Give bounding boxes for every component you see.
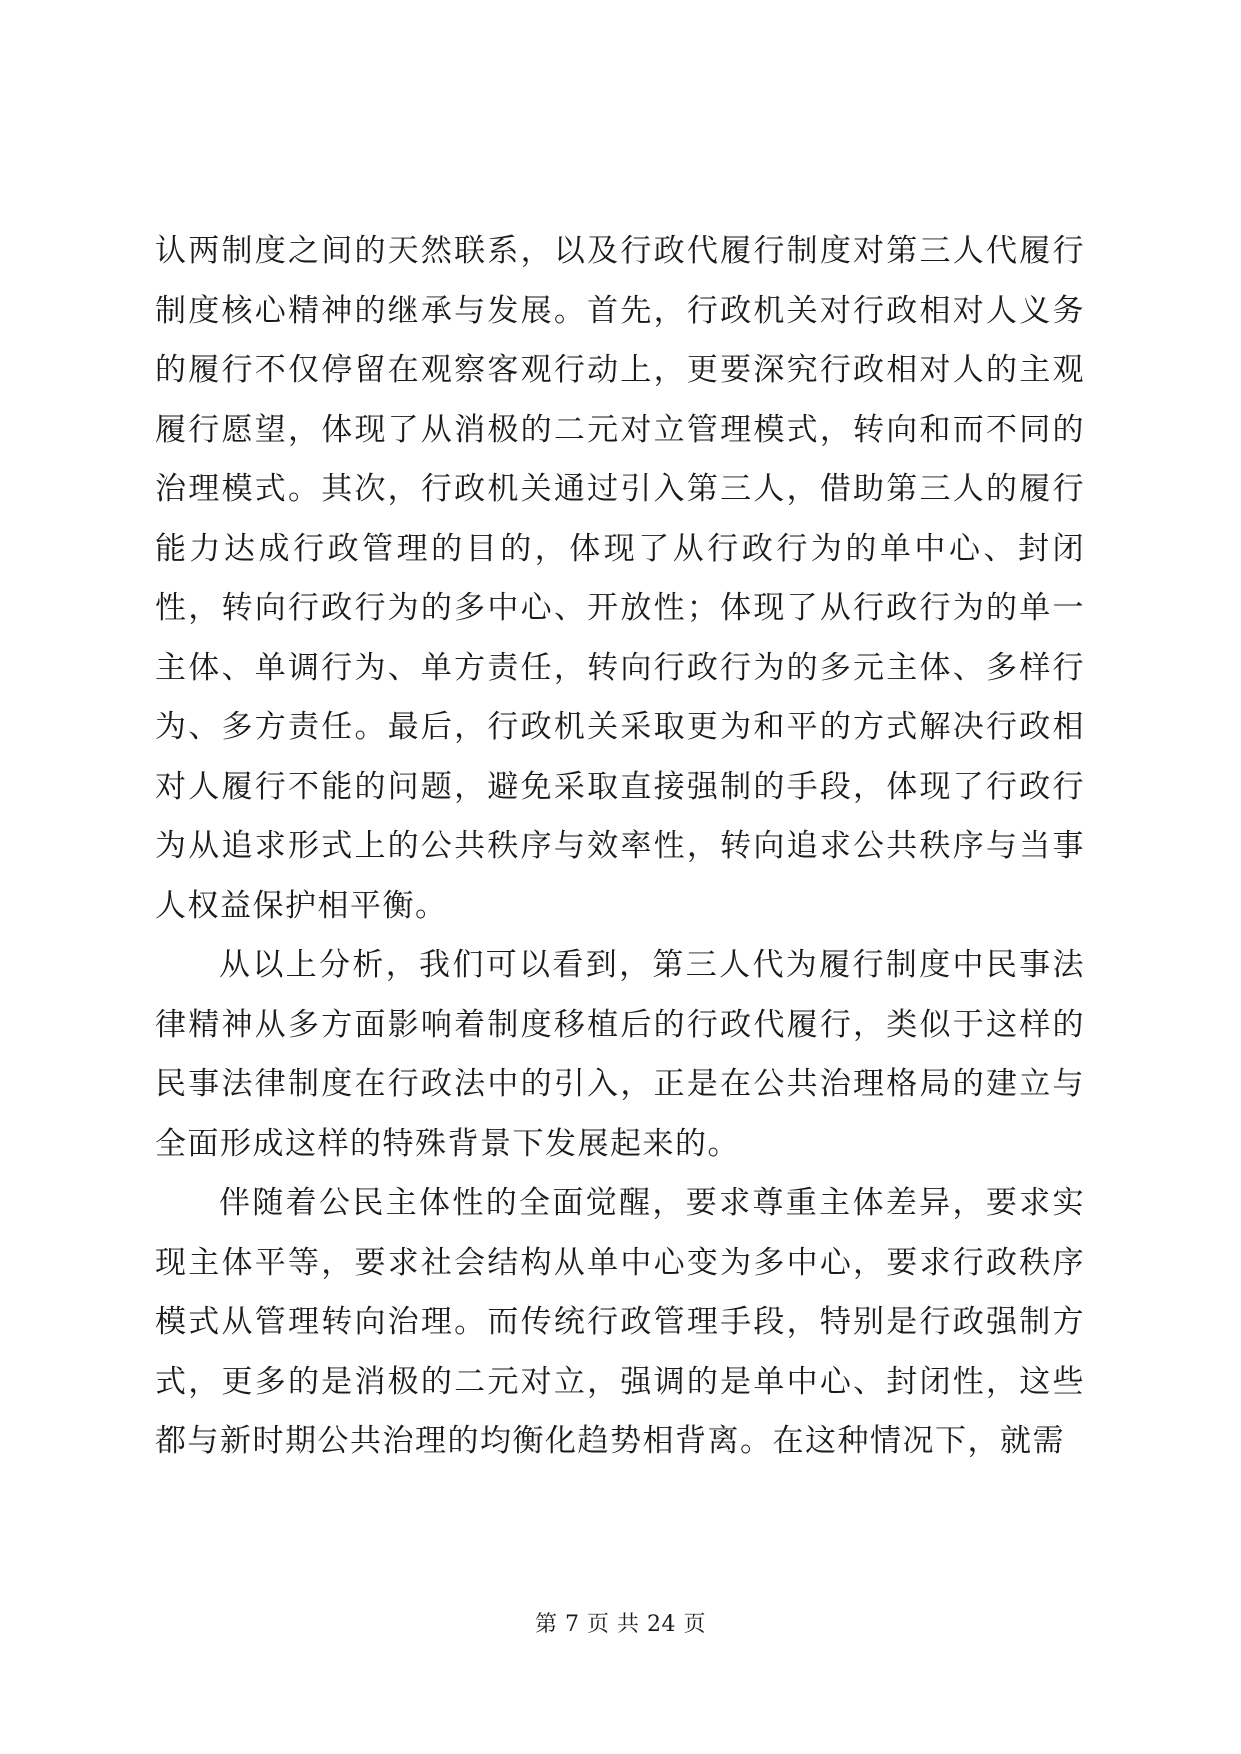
paragraph-1: 认两制度之间的天然联系，以及行政代履行制度对第三人代履行制度核心精神的继承与发展。首先，行政机关对行政相对人义务的履行不仅停留在观察客观行动上，更要深究行政相对人的主观履行愿望，体现了从消极的二元对立管理模式，转向和而不同的治理模式。其次，行政机关通过引入第三人，借助第三人的履行能力达成行政管理的目的，体现了从行政行为的单中心、封闭性，转向行政行为的多中心、开放性；体现了从行政行为的单一主体、单调行为、单方责任，转向行政行为的多元主体、多样行为、多方责任。最后，行政机关采取更为和平的方式解决行政相对人履行不能的问题，避免采取直接强制的手段，体现了行政行为从追求形式上的公共秩序与效率性，转向追求公共秩序与当事人权益保护相平衡。 [155,233,1085,924]
body-text [155,222,1085,1472]
page-footer [0,1610,1241,1640]
paragraph-2: 从以上分析，我们可以看到，第三人代为履行制度中民事法律精神从多方面影响着制度移植后的行政代履行，类似于这样的民事法律制度在行政法中的引入，正是在公共治理格局的建立与全面形成这样的特殊背景下发展起来的。 [155,947,1085,1162]
paragraph-3: 伴随着公民主体性的全面觉醒，要求尊重主体差异，要求实现主体平等，要求社会结构从单中心变为多中心，要求行政秩序模式从管理转向治理。而传统行政管理手段，特别是行政强制方式，更多的是消极的二元对立，强调的是单中心、封闭性，这些都与新时期公共治理的均衡化趋势相背离。在这种情况下，就需 [155,1185,1085,1459]
page-number-label: 第 7 页 共 24 页 [535,1612,706,1637]
